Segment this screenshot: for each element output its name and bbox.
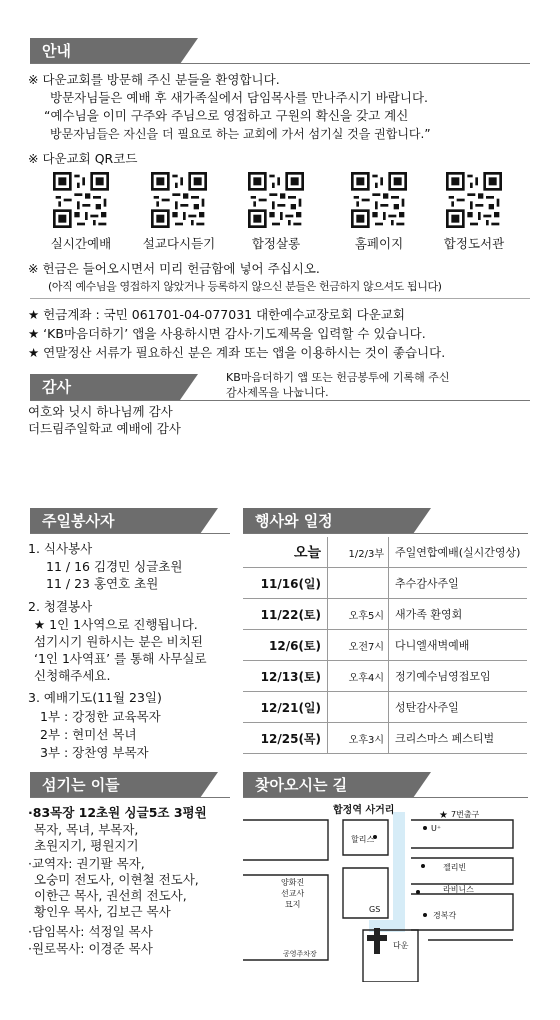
directions-title: 찾아오시는 길 — [255, 776, 348, 794]
event-name: 정기예수님영접모임 — [389, 661, 528, 692]
table-row — [243, 630, 527, 661]
servant-line: ·원로목사: 이경준 목사 — [28, 941, 153, 956]
servant-line: 이한근 목사, 권선희 전도사, — [34, 888, 187, 903]
event-date: 11/16(일) — [243, 568, 328, 599]
events-header — [243, 508, 413, 534]
qr-label: 설교다시듣기 — [142, 236, 216, 251]
divider — [30, 63, 530, 64]
thanks-title: 감사 — [42, 378, 71, 396]
event-time: 오후3시 — [328, 723, 389, 754]
map-label: 할리스 — [351, 835, 375, 844]
thanks-item: 더드림주일학교 예배에 감사 — [28, 421, 181, 436]
event-time: 오후4시 — [328, 661, 389, 692]
servant-line: 초원지기, 평원지기 — [34, 838, 139, 853]
servant-line: ·83목장 12초원 싱글5조 3평원 — [28, 805, 207, 820]
divider — [30, 533, 230, 534]
event-name: 주일연합예배(실시간영상) — [389, 537, 528, 568]
event-name: 성탄감사주일 — [389, 692, 528, 723]
event-name: 다니엘새벽예배 — [389, 630, 528, 661]
qr-code-icon[interactable] — [446, 172, 502, 228]
events-table — [243, 537, 527, 754]
notice-header — [30, 38, 180, 64]
event-time — [328, 692, 389, 723]
server-line: 3. 예배기도(11월 23일) — [28, 690, 162, 705]
event-name: 추수감사주일 — [389, 568, 528, 599]
map-label: 선교사 — [281, 889, 305, 898]
star-icon: ★ — [439, 810, 448, 821]
directions-map — [243, 800, 528, 982]
map-label: 양화진 — [281, 878, 305, 887]
servers-title: 주일봉사자 — [42, 512, 115, 530]
qr-label: 합정도서관 — [443, 236, 505, 251]
qr-label: 홈페이지 — [354, 236, 404, 251]
servant-line: ·담임목사: 석정일 목사 — [28, 924, 153, 939]
table-row — [243, 661, 527, 692]
event-date: 11/22(토) — [243, 599, 328, 630]
event-date: 오늘 — [243, 537, 328, 568]
table-row — [243, 723, 527, 754]
event-time — [328, 568, 389, 599]
server-line: 2부 : 현미선 목녀 — [40, 727, 137, 742]
server-line: 11 / 16 김경민 싱글초원 — [46, 559, 183, 574]
server-line: 1부 : 강정한 교육목자 — [40, 709, 161, 724]
map-label: 합정역 사거리 — [333, 805, 395, 816]
divider — [243, 797, 528, 798]
server-line: 신청해주세요. — [34, 668, 111, 683]
map-label: 경복각 — [433, 911, 457, 920]
cash-note: (아직 예수님을 영접하지 않았거나 등록하지 않으신 분들은 헌금하지 않으셔도 됩니다) — [48, 280, 442, 293]
map-label: 7번출구 — [451, 810, 480, 819]
server-line: 3부 : 장찬영 부목자 — [40, 745, 149, 760]
notice-line: 방문자님들은 자신을 더 필요로 하는 교회에 가서 섬기실 것을 권합니다.” — [50, 127, 431, 141]
divider — [30, 298, 530, 299]
event-name: 크리스마스 페스티벌 — [389, 723, 528, 754]
server-line: 1. 식사봉사 — [28, 541, 93, 556]
event-time: 오후5시 — [328, 599, 389, 630]
qr-label: 실시간예배 — [50, 236, 112, 251]
server-line: 2. 청결봉사 — [28, 599, 93, 614]
divider — [243, 533, 528, 534]
table-row — [243, 568, 527, 599]
map-label: GS — [369, 905, 381, 914]
servant-line: 황인우 목사, 김보근 목사 — [34, 904, 171, 919]
table-row — [243, 599, 527, 630]
qr-code-icon[interactable] — [53, 172, 109, 228]
event-time: 1/2/3부 — [328, 537, 389, 568]
account-line: ★ 헌금계좌 : 국민 061701-04-077031 대한예수교장로회 다운교회 — [28, 307, 405, 322]
servant-line: 오숭미 전도사, 이현철 전도사, — [34, 872, 199, 887]
event-date: 12/13(토) — [243, 661, 328, 692]
server-line: ★ 1인 1사역으로 진행됩니다. — [34, 617, 198, 632]
map-label: 묘지 — [285, 900, 301, 909]
divider — [30, 400, 530, 401]
kb-app-line: ★ ‘KB마음더하기’ 앱을 사용하시면 감사·기도제목을 입력할 수 있습니다. — [28, 326, 426, 341]
event-date: 12/6(토) — [243, 630, 328, 661]
divider — [30, 797, 230, 798]
server-line: ‘1인 1사역표’ 를 통해 사무실로 — [34, 651, 207, 666]
event-date: 12/25(목) — [243, 723, 328, 754]
qr-heading: ※ 다운교회 QR코드 — [28, 151, 138, 166]
table-row — [243, 692, 527, 723]
qr-label: 합정살롱 — [251, 236, 301, 251]
qr-code-icon[interactable] — [248, 172, 304, 228]
thanks-note: KB마음더하기 앱 또는 헌금봉투에 기록해 주신 — [226, 371, 450, 384]
server-line: 섬기시기 원하시는 분은 비치된 — [34, 634, 203, 649]
map-label: U⁺ — [431, 824, 442, 833]
thanks-item: 여호와 닛시 하나님께 감사 — [28, 404, 173, 419]
map-label: 젤리빈 — [443, 863, 467, 872]
qr-code-icon[interactable] — [351, 172, 407, 228]
notice-line: ※ 다운교회를 방문해 주신 분들을 환영합니다. — [28, 72, 280, 87]
events-title: 행사와 일정 — [255, 512, 333, 530]
servants-title: 섬기는 이들 — [42, 776, 120, 794]
servant-line: ·교역자: 권기팔 목자, — [28, 856, 145, 871]
event-name: 새가족 환영회 — [389, 599, 528, 630]
directions-header — [243, 772, 413, 798]
event-time: 오전7시 — [328, 630, 389, 661]
thanks-header — [30, 374, 180, 400]
cash-notice: ※ 헌금은 들어오시면서 미리 헌금함에 넣어 주십시오. — [28, 261, 320, 276]
notice-title: 안내 — [42, 42, 71, 60]
servers-header — [30, 508, 200, 534]
map-label: 다운 — [393, 941, 409, 950]
table-row — [243, 537, 527, 568]
notice-line: 방문자님들은 예배 후 새가족실에서 담임목사를 만나주시기 바랍니다. — [50, 90, 428, 105]
tax-line: ★ 연말정산 서류가 필요하신 분은 계좌 또는 앱을 이용하시는 것이 좋습니다. — [28, 345, 446, 360]
servants-header — [30, 772, 200, 798]
thanks-note: 감사제목을 나눕니다. — [226, 386, 329, 399]
notice-line: “예수님을 이미 구주와 주님으로 영접하고 구원의 확신을 갖고 계신 — [44, 108, 409, 123]
event-date: 12/21(일) — [243, 692, 328, 723]
servant-line: 목자, 목녀, 부목자, — [34, 822, 139, 837]
map-label: 공영주차장 — [283, 950, 317, 958]
server-line: 11 / 23 홍연호 초원 — [46, 576, 159, 591]
map-label: 라비니스 — [443, 885, 474, 894]
qr-code-icon[interactable] — [151, 172, 207, 228]
